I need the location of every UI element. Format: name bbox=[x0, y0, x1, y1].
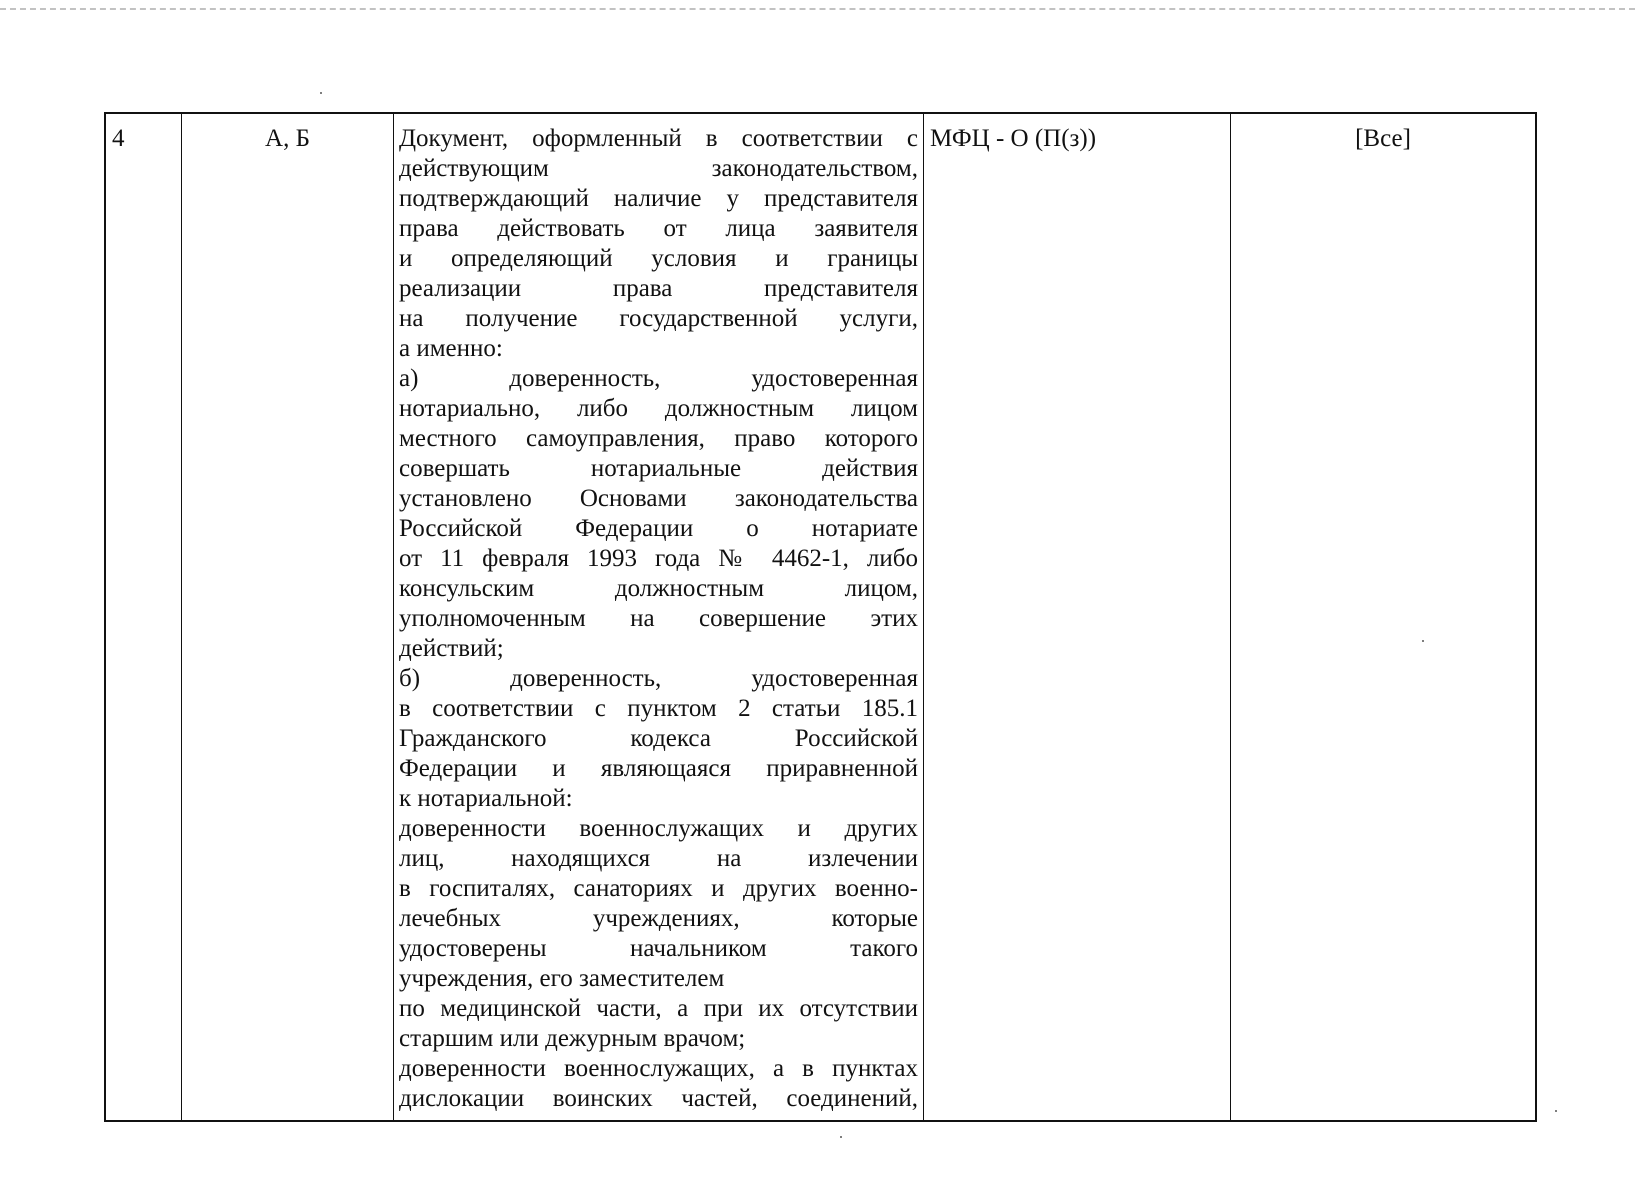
row-number: 4 bbox=[112, 125, 125, 152]
description-line: на получение государственной услуги, bbox=[399, 305, 918, 332]
scope-value: [Все] bbox=[1355, 125, 1411, 152]
description-line: Гражданского кодекса Российской bbox=[399, 725, 918, 752]
description-line: по медицинской части, а при их отсутствии bbox=[399, 995, 918, 1022]
description-line: совершать нотариальные действия bbox=[399, 455, 918, 482]
description-line: б) доверенность, удостоверенная bbox=[399, 665, 918, 692]
scope-cell bbox=[1231, 114, 1535, 1120]
description-line: Российской Федерации о нотариате bbox=[399, 515, 918, 542]
document-table bbox=[104, 112, 1537, 1122]
description-line: старшим или дежурным врачом; bbox=[399, 1025, 746, 1052]
description-line: а именно: bbox=[399, 335, 503, 362]
description-line: в соответствии с пунктом 2 статьи 185.1 bbox=[399, 695, 918, 722]
description-line: в госпиталях, санаториях и других военно- bbox=[399, 875, 918, 902]
scan-edge-artifact bbox=[0, 8, 1635, 10]
description-line: местного самоуправления, право которого bbox=[399, 425, 918, 452]
description-line: доверенности военнослужащих, а в пунктах bbox=[399, 1055, 918, 1082]
submission-method-cell bbox=[924, 114, 1231, 1120]
row-number-cell bbox=[106, 114, 182, 1120]
description-line: удостоверены начальником такого bbox=[399, 935, 918, 962]
applicant-categories: А, Б bbox=[265, 125, 310, 152]
scan-speck bbox=[1422, 640, 1424, 642]
scan-speck bbox=[1555, 1110, 1557, 1112]
description-line: а) доверенность, удостоверенная bbox=[399, 365, 918, 392]
description-line: лиц, находящихся на излечении bbox=[399, 845, 918, 872]
description-line: доверенности военнослужащих и других bbox=[399, 815, 918, 842]
description-line: консульским должностным лицом, bbox=[399, 575, 918, 602]
description-line: подтверждающий наличие у представителя bbox=[399, 185, 918, 212]
description-line: установлено Основами законодательства bbox=[399, 485, 918, 512]
description-line: реализации права представителя bbox=[399, 275, 918, 302]
description-line: нотариально, либо должностным лицом bbox=[399, 395, 918, 422]
submission-method: МФЦ - О (П(з)) bbox=[930, 125, 1097, 152]
description-line: от 11 февраля 1993 года № 4462-1, либо bbox=[399, 545, 918, 572]
description-line: действующим законодательством, bbox=[399, 155, 918, 182]
description-cell bbox=[394, 114, 924, 1120]
description-line: и определяющий условия и границы bbox=[399, 245, 918, 272]
description-line: дислокации воинских частей, соединений, bbox=[399, 1085, 918, 1112]
description-line: лечебных учреждениях, которые bbox=[399, 905, 918, 932]
description-line: Федерации и являющаяся приравненной bbox=[399, 755, 918, 782]
document-description bbox=[399, 124, 918, 1114]
description-line: Документ, оформленный в соответствии с bbox=[399, 125, 918, 152]
description-line: учреждения, его заместителем bbox=[399, 965, 725, 992]
description-line: действий; bbox=[399, 635, 504, 662]
categories-cell bbox=[182, 114, 394, 1120]
description-line: уполномоченным на совершение этих bbox=[399, 605, 918, 632]
description-line: права действовать от лица заявителя bbox=[399, 215, 918, 242]
description-line: к нотариальной: bbox=[399, 785, 573, 812]
scan-speck bbox=[320, 92, 322, 94]
scan-speck bbox=[840, 1136, 842, 1138]
